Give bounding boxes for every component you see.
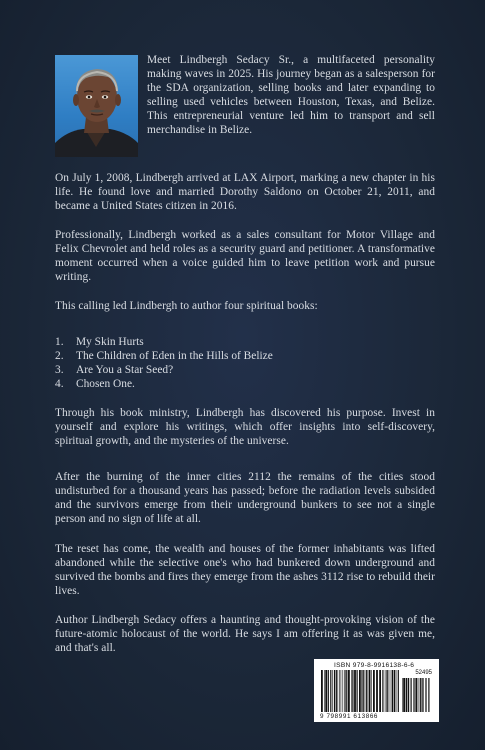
barcode-bar [403,678,405,712]
barcode-bar [368,670,369,712]
barcode-bar [341,670,342,712]
barcode-bar [351,670,352,712]
ministry-text: Through his book ministry, Lindbergh has discovered his purpose. Invest in yourself and explore his writings, which offer insights into self-discovery, spiritual growth, and the mysteries of the universe. [55,407,435,448]
book-title: My Skin Hurts [76,336,144,348]
barcode-bar [338,670,339,712]
book-list [55,335,435,391]
barcode-bar [379,670,381,712]
barcode-bar [354,670,356,712]
list-item: 1. My Skin Hurts [55,336,144,348]
book-title: The Children of Eden in the Hills of Belize [76,350,273,363]
barcode-bar [328,670,329,712]
barcode-bar [394,670,395,712]
barcode-bar [357,670,358,712]
barcode-bar [392,670,394,712]
barcode-bar [339,670,340,712]
paragraph-calling [55,299,435,313]
isbn-top-label: ISBN 979-8-9916138-6-6 [334,662,415,669]
barcode-bar [413,678,414,712]
barcode-bar [396,670,397,712]
list-item: 4. Chosen One. [55,378,135,391]
barcode-bar [398,670,399,712]
barcode-bar [422,678,423,712]
author-text: Author Lindbergh Sedacy offers a haunting and thought-provoking vision of the future-atomic holocaust of the world. He says I am offering it as was given me, and that's all. [55,614,435,655]
author-photo [55,55,138,157]
barcode-bar [420,678,421,712]
paragraph-reset [55,542,435,598]
barcode-bar [344,670,345,712]
barcode-bar [428,678,429,712]
barcode-bar [324,670,325,712]
barcode-bar [387,670,388,712]
barcode-bar [376,670,378,712]
paragraph-ministry [55,406,435,448]
barcode-bar [426,678,427,712]
paragraph-arrival [55,171,435,213]
burning-text: After the burning of the inner cities 2112 the remains of the cities stood undisturbed for a thousand years has passed; before the radiation levels subsided and the survivors emerge from their underground bunkers to see not a single person and no sign of life at all. [55,471,435,526]
barcode-addon-icon [402,678,432,714]
calling-text: This calling led Lindbergh to author four spiritual books: [55,300,318,312]
barcode-bar [369,670,371,712]
isbn-barcode [314,659,439,722]
author-portrait-icon [55,55,138,157]
book-title: Are You a Star Seed? [76,364,174,377]
barcode-icon [321,670,401,714]
reset-text: The reset has come, the wealth and houses of the former inhabitants was lifted abandoned while the selective one's who had bunkered down underground and survived the bombs and fires they emerge from the ashes 3112 rise to rebuild their lives. [55,543,435,598]
barcode-bar [352,670,353,712]
barcode-bar [390,670,391,712]
barcode-bar [334,670,335,712]
barcode-bar [366,670,367,712]
barcode-bar [411,678,412,712]
barcode-bar [402,678,403,712]
barcode-bar [385,670,386,712]
paragraph-career [55,228,435,284]
book-title: Chosen One. [76,378,135,391]
barcode-bar [359,670,361,712]
barcode-bar [423,678,424,712]
barcode-bar [418,678,419,712]
barcode-bar [415,678,417,712]
barcode-bar [361,670,362,712]
career-text: Professionally, Lindbergh worked as a sales consultant for Motor Village and Felix Chevrolet and held roles as a security guard and petitioner. A transformative moment occurred when a voice guided him to leave petition work and pursue writing. [55,229,435,284]
barcode-bar [414,678,415,712]
barcode-bar [332,670,333,712]
barcode-bar [386,670,387,712]
barcode-bar [408,678,409,712]
arrival-text: On July 1, 2008, Lindbergh arrived at LAX Airport, marking a new chapter in his life. He found love and married Dorothy Saldono on October 21, 2011, and became a United States citizen in 2016. [55,172,435,213]
barcode-bar [406,678,408,712]
isbn-bottom-label: 9 798991 613866 [320,713,379,720]
barcode-bar [321,670,323,712]
barcode-bar [363,670,364,712]
barcode-bar [382,670,383,712]
paragraph-author [55,613,435,655]
barcode-bar [348,670,350,712]
price-code: 52495 [415,670,432,676]
barcode-bar [325,670,327,712]
barcode-bar [336,670,337,712]
barcode-bar [425,678,426,712]
barcode-bar [346,670,347,712]
intro-section [55,53,435,161]
barcode-bar [330,670,331,712]
list-item: 3. Are You a Star Seed? [55,364,174,377]
barcode-bar [343,670,344,712]
paragraph-burning [55,470,435,526]
list-item: 2. The Children of Eden in the Hills of Belize [55,350,273,363]
barcode-bar [373,670,375,712]
intro-paragraph: Meet Lindbergh Sedacy Sr., a multifaceted personality making waves in 2025. His journey began as a salesperson for the SDA organization, selling books and later expanding to selling used vehicles between Houston, Texas, and Belize. This entrepreneurial venture led him to transport and sell merchandise in Belize. [147,54,435,137]
barcode-bar [371,670,372,712]
